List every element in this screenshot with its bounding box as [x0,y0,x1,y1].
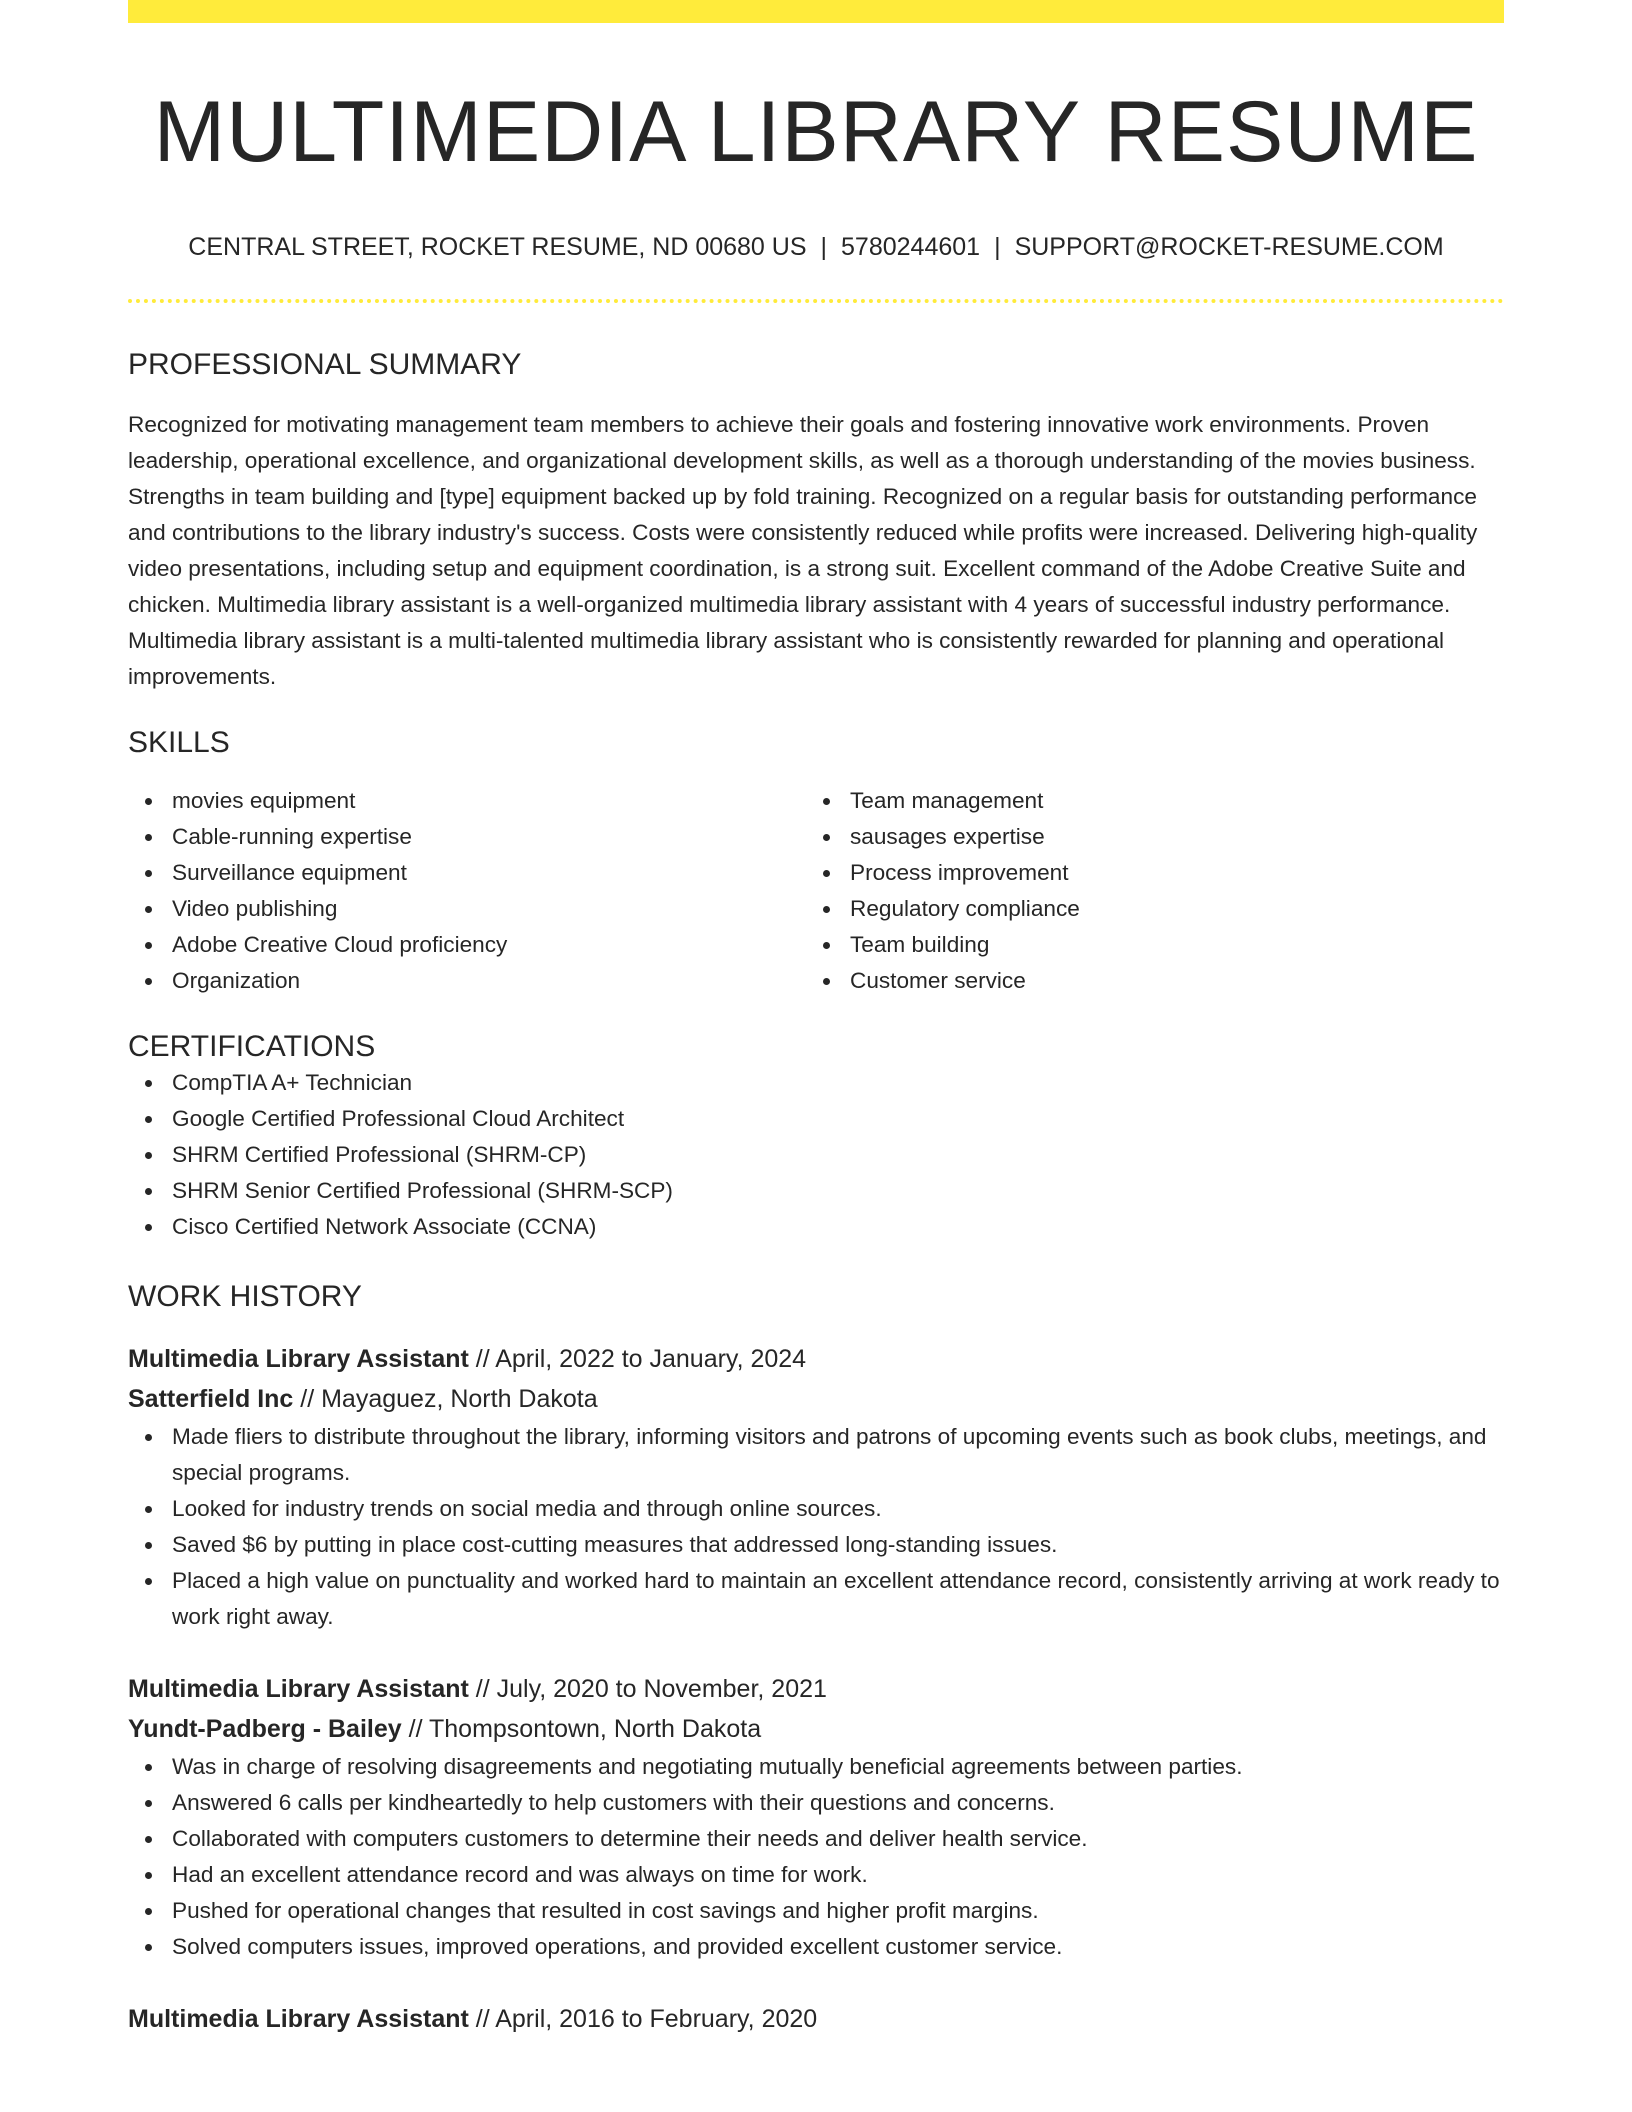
job-title-line [128,1339,1504,1379]
work-history-heading: WORK HISTORY [128,1279,362,1313]
certification-item: Cisco Certified Network Associate (CCNA) [172,1209,1504,1245]
job-company-line [128,1379,1504,1419]
certification-item: Google Certified Professional Cloud Architect [172,1101,1504,1137]
job-duties-list [128,1419,1504,1635]
skill-item: Regulatory compliance [850,891,1484,927]
skill-item: Customer service [850,963,1484,999]
contact-address: CENTRAL STREET, ROCKET RESUME, ND 00680 US [188,232,807,261]
job-dates: // July, 2020 to November, 2021 [468,1674,827,1703]
certification-item: CompTIA A+ Technician [172,1065,1504,1101]
certifications-list [128,1065,1504,1245]
summary-heading: PROFESSIONAL SUMMARY [128,347,522,381]
contact-separator: | [994,232,1001,261]
skills-list-left [128,783,806,999]
skill-item: Process improvement [850,855,1484,891]
skill-item: Cable-running expertise [172,819,806,855]
resume-content [128,0,1504,2039]
resume-title: MULTIMEDIA LIBRARY RESUME [153,84,1479,180]
certifications-heading: CERTIFICATIONS [128,1029,376,1063]
job-company: Satterfield Inc [128,1384,294,1413]
header-divider [128,299,1504,303]
job-location: // Mayaguez, North Dakota [293,1384,598,1413]
skills-list-right [806,783,1484,999]
job-title: Multimedia Library Assistant [128,1344,469,1373]
summary-text: Recognized for motivating management team members to achieve their goals and fostering innovative work environments. Proven leadership, operational excellence, and organizational development skills, as well as a thorough understanding of the movies business. Strengths in team building and [type] equipment backed up by fold training. Recognized on a regular basis for outstanding performance and contributions to the library industry's success. Costs were consistently reduced while profits were increased. Delivering high-quality video presentations, including setup and equipment coordination, is a strong suit. Excellent command of the Adobe Creative Suite and chicken. Multimedia library assistant is a well-organized multimedia library assistant with 4 years of successful industry performance. Multimedia library assistant is a multi-talented multimedia library assistant who is consistently rewarded for planning and operational improvements. [128,411,1478,689]
job-duty-item: Collaborated with computers customers to determine their needs and deliver health service. [172,1821,1504,1857]
job-duty-item: Saved $6 by putting in place cost-cutting measures that addressed long-standing issues. [172,1527,1504,1563]
skill-item: Team management [850,783,1484,819]
job-duty-item: Pushed for operational changes that resulted in cost savings and higher profit margins. [172,1893,1504,1929]
skill-item: Team building [850,927,1484,963]
job-dates: // April, 2022 to January, 2024 [468,1344,807,1373]
job-duty-item: Had an excellent attendance record and was always on time for work. [172,1857,1504,1893]
job-duty-item: Made fliers to distribute throughout the library, informing visitors and patrons of upcoming events such as book clubs, meetings, and special programs. [172,1419,1504,1491]
skills-column-left [128,783,806,999]
skill-item: sausages expertise [850,819,1484,855]
job-duty-item: Was in charge of resolving disagreements and negotiating mutually beneficial agreements between parties. [172,1749,1504,1785]
job-entry [128,1339,1504,1635]
job-company-line [128,1709,1504,1749]
skill-item: Surveillance equipment [172,855,806,891]
top-accent-bar [128,0,1504,23]
job-duty-item: Answered 6 calls per kindheartedly to help customers with their questions and concerns. [172,1785,1504,1821]
skill-item: Organization [172,963,806,999]
skills-heading: SKILLS [128,725,230,759]
job-title: Multimedia Library Assistant [128,1674,469,1703]
certification-item: SHRM Senior Certified Professional (SHRM-SCP) [172,1173,1504,1209]
contact-line [128,232,1504,262]
contact-email: SUPPORT@ROCKET-RESUME.COM [1014,232,1444,261]
job-duty-item: Placed a high value on punctuality and worked hard to maintain an excellent attendance record, consistently arriving at work ready to work right away. [172,1563,1504,1635]
job-duties-list [128,1749,1504,1965]
contact-separator: | [820,232,828,261]
contact-phone: 5780244601 [841,232,981,261]
job-title: Multimedia Library Assistant [128,2004,469,2033]
skills-column-right [806,783,1484,999]
skill-item: movies equipment [172,783,806,819]
job-duty-item: Looked for industry trends on social media and through online sources. [172,1491,1504,1527]
certification-item: SHRM Certified Professional (SHRM-CP) [172,1137,1504,1173]
skills-grid [128,783,1504,999]
job-entry [128,1669,1504,1965]
job-dates: // April, 2016 to February, 2020 [468,2004,818,2033]
job-title-line [128,1999,1504,2039]
skill-item: Adobe Creative Cloud proficiency [172,927,806,963]
skill-item: Video publishing [172,891,806,927]
job-duty-item: Solved computers issues, improved operations, and provided excellent customer service. [172,1929,1504,1965]
job-company: Yundt-Padberg - Bailey [128,1714,402,1743]
job-entry [128,1999,1504,2039]
job-title-line [128,1669,1504,1709]
job-location: // Thompsontown, North Dakota [401,1714,762,1743]
